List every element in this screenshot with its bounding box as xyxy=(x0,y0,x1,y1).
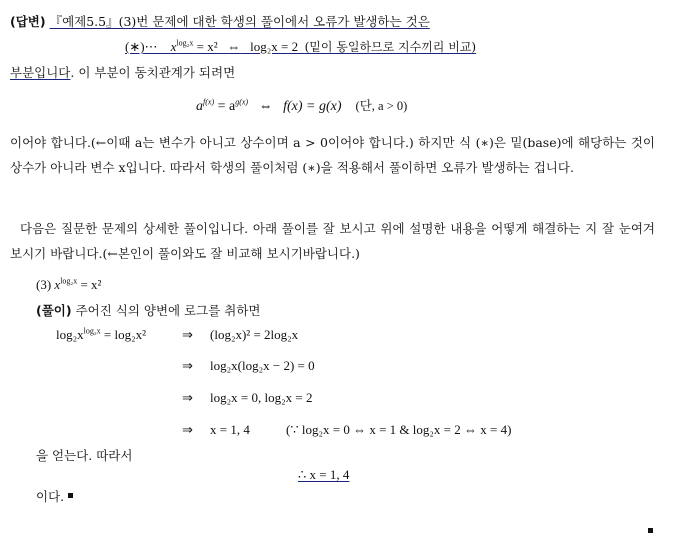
eq-note: (밑이 동일하므로 지수끼리 비교) xyxy=(304,40,477,54)
cond-note: (단, a > 0) xyxy=(355,99,408,113)
step-one-lhs xyxy=(56,327,146,343)
cond-rhs-exp: g(x) xyxy=(235,97,249,107)
line-three xyxy=(10,63,235,81)
step-one-arrow: ⇒ xyxy=(182,327,193,342)
answer-intro-line xyxy=(10,12,430,30)
step-four-note: (∵ log₂x = 0 ⇔ x = 1 & log₂x = 2 ⇔ x = 4) xyxy=(286,422,512,437)
final-answer: ∴ x = 1, 4 xyxy=(298,467,350,482)
iff-symbol: ⇔ xyxy=(227,39,241,54)
conclusion-end xyxy=(36,487,64,505)
step-four: x = 1, 4 xyxy=(210,422,250,437)
step1-exp: log₂x xyxy=(83,326,101,336)
step-one-rhs: (log₂x)² = 2log₂x xyxy=(210,327,299,342)
end-mark-icon xyxy=(68,493,73,498)
paragraph-guide: 다음은 질문한 문제의 상세한 풀이입니다. 아래 풀이를 잘 보시고 위에 설명한 내용을 어떻게 해결하는 지 잘 눈여겨 보시기 바랍니다.(←본인이 풀이와도 잘 비교해 보시기바랍니다.) xyxy=(10,221,655,261)
problem-exp: log₂x xyxy=(60,276,78,286)
answer-label: (답변) xyxy=(10,14,46,29)
conclusion-text: 을 얻는다. 따라서 xyxy=(36,448,133,463)
cond-iff: ⇔ xyxy=(258,99,273,114)
paragraph-explanation: 이어야 합니다.(←이때 a는 변수가 아니고 상수이며 a > 0이어야 합니다.) 하지만 식 (∗)은 밑(base)에 해당하는 것이 상수가 아니라 변수 x입니다. 따라서 학생의 풀이처럼 (∗)을 적용해서 풀이하면 오류가 발생하는 겁니다. xyxy=(10,135,655,175)
step-four-arrow: ⇒ xyxy=(182,422,193,437)
step1-log: log₂x xyxy=(56,327,84,342)
step-three-arrow: ⇒ xyxy=(182,390,193,405)
line-three-rest: . 이 부분이 동치관계가 되려면 xyxy=(70,65,236,80)
solution-text: 주어진 식의 양변에 로그를 취하면 xyxy=(75,303,261,318)
step-two-arrow: ⇒ xyxy=(182,358,193,373)
step-two: log₂x(log₂x − 2) = 0 xyxy=(210,358,315,373)
problem-statement xyxy=(36,277,101,293)
intro-text: 『예제5.5』(3)번 문제에 대한 학생의 풀이에서 오류가 발생하는 것은 xyxy=(49,14,430,29)
eq-log: log₂x = 2 xyxy=(250,39,299,54)
eq-base: x xyxy=(170,39,177,54)
star-marker: (∗)⋯ xyxy=(125,39,158,54)
page-end-mark-icon xyxy=(648,528,653,533)
condition-equation xyxy=(196,96,407,115)
underlined-part: 부분입니다 xyxy=(10,65,71,80)
step1-mid: = log₂x² xyxy=(103,327,147,342)
cond-rhs: f(x) = g(x) xyxy=(283,99,342,114)
step-three: log₂x = 0, log₂x = 2 xyxy=(210,390,313,405)
problem-number: (3) xyxy=(36,277,52,292)
problem-base: x xyxy=(54,277,61,292)
centered-equation xyxy=(125,38,476,55)
solution-intro xyxy=(36,301,261,319)
solution-label: (풀이) xyxy=(36,303,72,318)
conclusion-end-text: 이다. xyxy=(36,489,65,504)
cond-lhs: a xyxy=(196,99,203,114)
cond-eq: = a xyxy=(217,99,236,114)
eq-exp: log₂x xyxy=(176,38,194,48)
cond-lhs-exp: f(x) xyxy=(203,97,215,107)
eq-right: = x² xyxy=(196,39,218,54)
problem-rhs: = x² xyxy=(80,277,102,292)
